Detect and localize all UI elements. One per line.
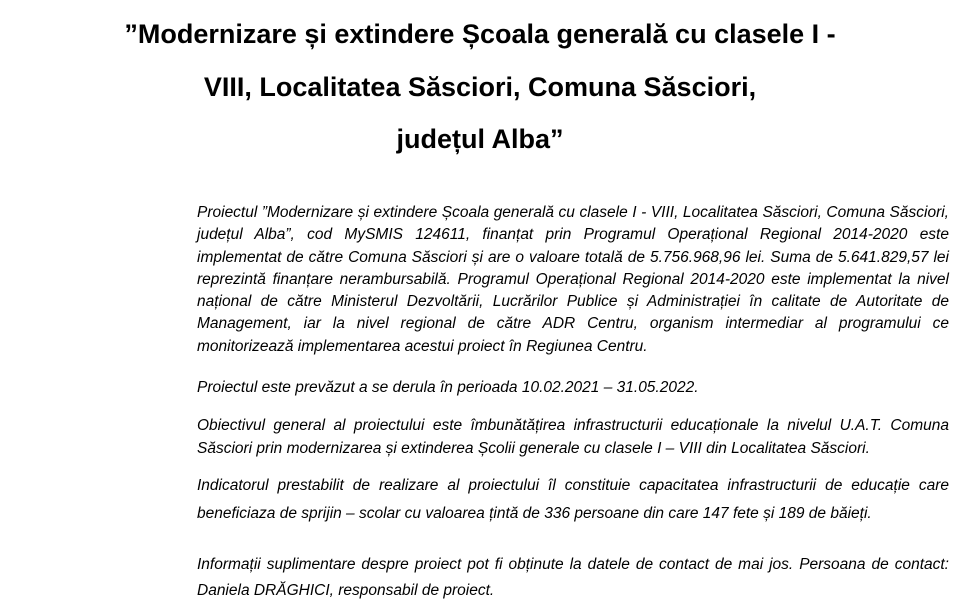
paragraph-contact-info [197,552,949,600]
document-title-line-1: ”Modernizare și extindere Școala generală cu clasele I - [124,19,836,49]
paragraph-line: monitorizează implementarea acestui proiect în Regiunea Centru. [197,337,648,355]
paragraph-line: reprezintă finanțare nerambursabilă. Programul Operațional Regional 2014-2020 este implementat la nivel [197,270,949,288]
paragraph-line: județul Alba”, cod MySMIS 124611, finanțat prin Programul Operațional Regional 2014-2020 este [197,226,949,244]
paragraph-line: Daniela DRĂGHICI, responsabil de proiect. [197,582,495,599]
paragraph-project-period: Proiectul este prevăzut a se derula în perioada 10.02.2021 – 31.05.2022. [197,379,699,396]
document-title-line-3: județul Alba” [396,124,564,154]
paragraph-line: Management, iar la nivel regional de către ADR Centru, organism intermediar al programului ce [197,315,949,333]
paragraph-line: național de către Ministerul Dezvoltării, Lucrărilor Publice și Administrației în calitate de Autoritate de [197,293,949,311]
paragraph-project-description [197,202,949,358]
paragraph-general-objective [197,414,949,460]
paragraph-line: Săsciori prin modernizarea și extinderea Școlii generale cu clasele I – VIII din Localitatea Săsciori. [197,440,870,457]
paragraph-line: beneficiaza de sprijin – scolar cu valoarea țintă de 336 persoane din care 147 fete și 189 de băieți. [197,505,872,522]
paragraph-line: implementat de către Comuna Săsciori și are o valoare totală de 5.756.968,96 lei. Suma de 5.641.829,57 lei [197,248,949,266]
paragraph-line: Indicatorul prestabilit de realizare al proiectului îl constituie capacitatea infrastructurii de educație care [197,477,949,494]
paragraph-line: Informații suplimentare despre proiect pot fi obținute la datele de contact de mai jos. Persoana de contact: [197,556,949,573]
paragraph-indicator [197,472,949,528]
document-title-line-2: VIII, Localitatea Săsciori, Comuna Săsciori, [203,72,757,102]
paragraph-line: Obiectivul general al proiectului este îmbunătățirea infrastructurii educaționale la nivelul U.A.T. Comuna [197,417,949,434]
paragraph-line: Proiectul ”Modernizare și extindere Școala generală cu clasele I - VIII, Localitatea Săsciori, Comuna Săsciori, [197,204,949,221]
